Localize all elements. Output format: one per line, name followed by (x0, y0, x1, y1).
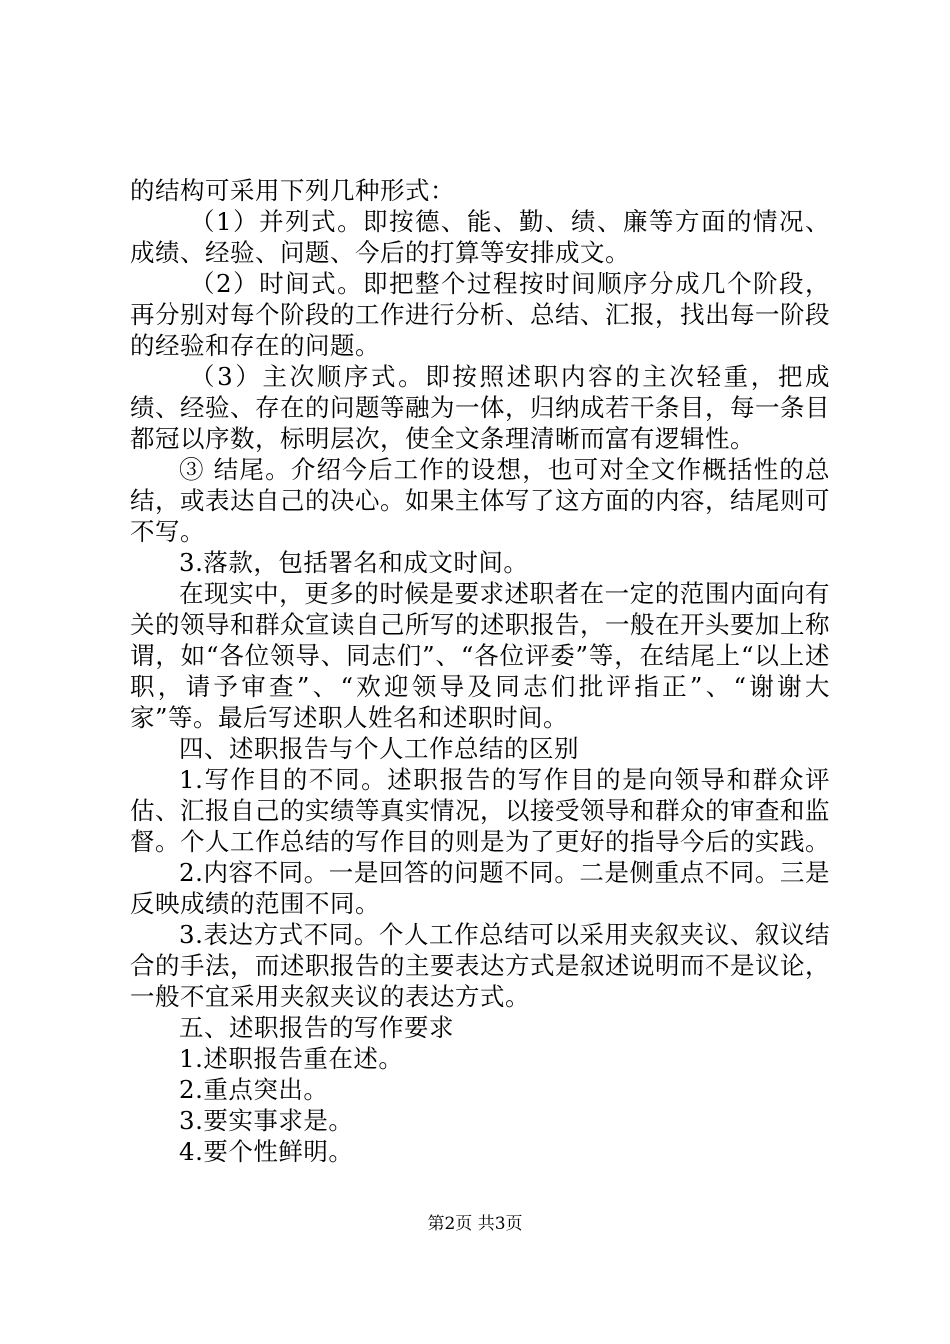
list-item: 2.重点突出。 (179, 1075, 329, 1104)
list-item: 3.要实事求是。 (179, 1106, 354, 1135)
paragraph: 3.落款，包括署名和成文时间。 (179, 548, 529, 577)
paragraph: （1）并列式。即按德、能、勤、绩、廉等方面的情况、成绩、经验、问题、今后的打算等安排成文。 (130, 207, 830, 267)
list-item: 4.要个性鲜明。 (179, 1137, 354, 1166)
document-body (130, 175, 830, 1167)
paragraph: 3.表达方式不同。个人工作总结可以采用夹叙夹议、叙议结合的手法，而述职报告的主要表达方式是叙述说明而不是议论，一般不宜采用夹叙夹议的表达方式。 (130, 920, 830, 1011)
section-heading: 五、述职报告的写作要求 (179, 1013, 454, 1042)
paragraph: 的结构可采用下列几种形式： (130, 176, 455, 205)
paragraph: ③ 结尾。介绍今后工作的设想，也可对全文作概括性的总结，或表达自己的决心。如果主体写了这方面的内容，结尾则可不写。 (130, 455, 830, 546)
section-heading: 四、述职报告与个人工作总结的区别 (179, 734, 579, 763)
paragraph: 1.写作目的不同。述职报告的写作目的是向领导和群众评估、汇报自己的实绩等真实情况，以接受领导和群众的审查和监督。个人工作总结的写作目的则是为了更好的指导今后的实践。 (130, 765, 830, 856)
page-number: 第2页 共3页 (427, 1214, 523, 1234)
paragraph: 2.内容不同。一是回答的问题不同。二是侧重点不同。三是反映成绩的范围不同。 (130, 858, 830, 918)
paragraph: 在现实中，更多的时候是要求述职者在一定的范围内面向有关的领导和群众宣读自己所写的述职报告，一般在开头要加上称谓，如“各位领导、同志们”、“各位评委”等，在结尾上“以上述职，请予审查”、“欢迎领导及同志们批评指正”、“谢谢大家”等。最后写述职人姓名和述职时间。 (130, 579, 830, 732)
list-item: 1.述职报告重在述。 (179, 1044, 404, 1073)
paragraph: （3）主次顺序式。即按照述职内容的主次轻重，把成绩、经验、存在的问题等融为一体，归纳成若干条目，每一条目都冠以序数，标明层次，使全文条理清晰而富有逻辑性。 (130, 362, 830, 453)
paragraph: （2）时间式。即把整个过程按时间顺序分成几个阶段，再分别对每个阶段的工作进行分析、总结、汇报，找出每一阶段的经验和存在的问题。 (130, 269, 830, 360)
